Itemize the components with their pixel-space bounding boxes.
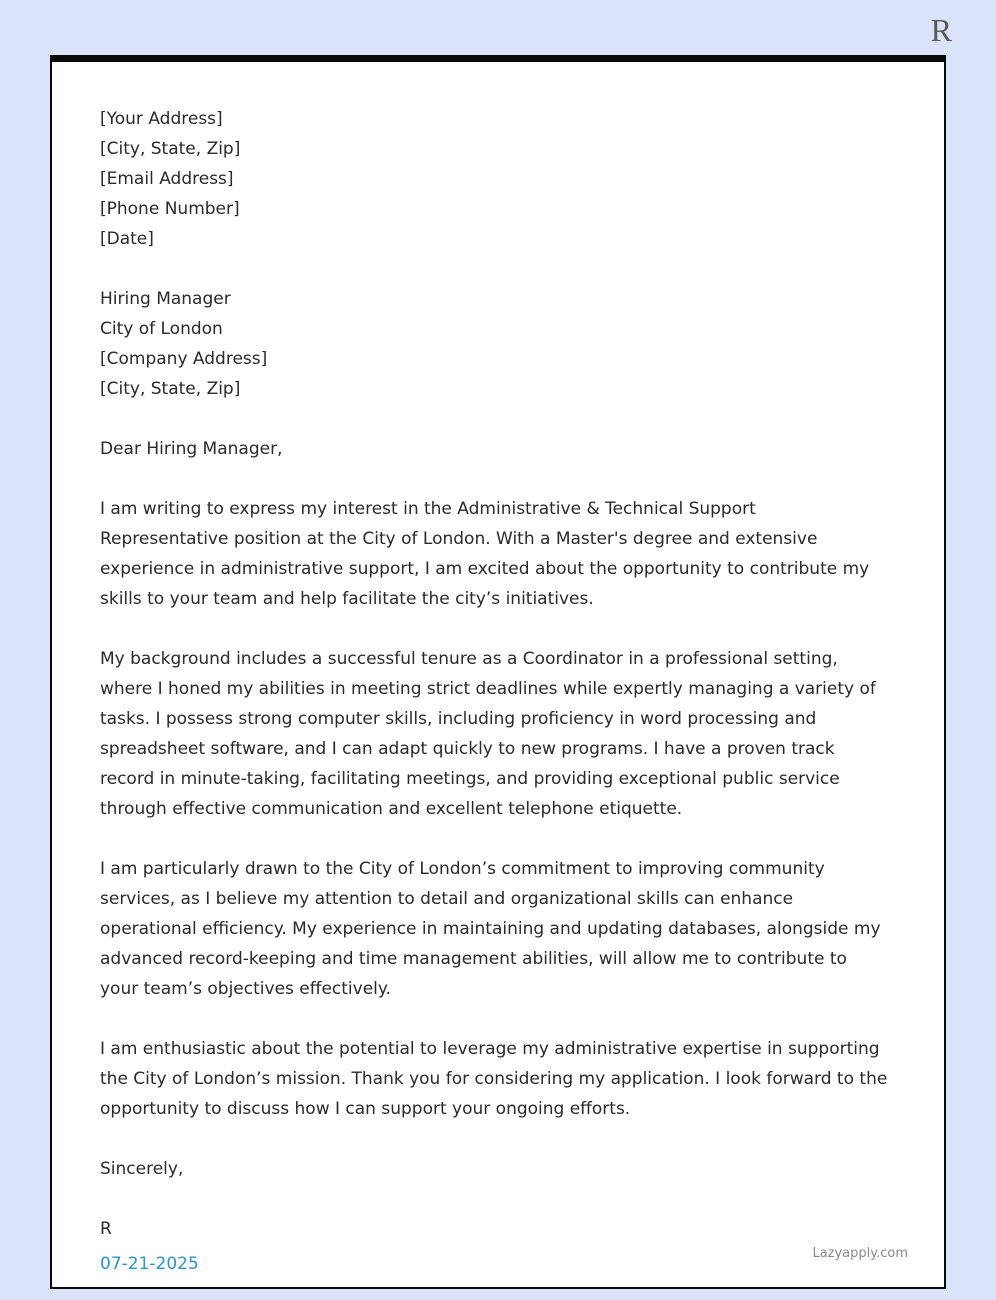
letter-content <box>52 62 944 1244</box>
recipient-address-line: [City, State, Zip] <box>100 379 241 399</box>
letter-paragraph: I am writing to express my interest in the Administrative & Technical Support Representative position at the City of London. With a Master's degree and extensive experience in administrative support, I am excited about the opportunity to contribute my skills to your team and help facilitate the city’s initiatives. <box>100 499 870 609</box>
recipient-address-line: Hiring Manager <box>100 289 231 309</box>
signature: R <box>100 1219 112 1239</box>
closing: Sincerely, <box>100 1159 184 1179</box>
letter-paragraph: I am particularly drawn to the City of London’s commitment to improving community services, as I believe my attention to detail and organizational skills can enhance operational efficiency. My experience in maintaining and updating databases, alongside my advanced record-keeping and time management abilities, will allow me to contribute to your team’s objectives effectively. <box>100 859 881 999</box>
letter-paragraph: My background includes a successful tenure as a Coordinator in a professional setting, where I honed my abilities in meeting strict deadlines while expertly managing a variety of tasks. I possess strong computer skills, including proficiency in word processing and spreadsheet software, and I can adapt quickly to new programs. I have a proven track record in minute-taking, facilitating meetings, and providing exceptional public service through effective communication and excellent telephone etiquette. <box>100 649 876 819</box>
recipient-address-line: [Company Address] <box>100 349 268 369</box>
sender-address-block <box>100 104 888 254</box>
sender-address-line: [Your Address] <box>100 109 223 129</box>
brand-logo: R <box>930 12 952 48</box>
watermark: Lazyapply.com <box>812 1246 908 1261</box>
salutation: Dear Hiring Manager, <box>100 439 283 459</box>
sender-address-line: [Email Address] <box>100 169 234 189</box>
sender-address-line: [Date] <box>100 229 154 249</box>
letter-page <box>50 55 946 1289</box>
sender-address-line: [City, State, Zip] <box>100 139 241 159</box>
recipient-address-line: City of London <box>100 319 223 339</box>
letter-paragraph: I am enthusiastic about the potential to leverage my administrative expertise in supporting the City of London’s mission. Thank you for considering my application. I look forward to the opportunity to discuss how I can support your ongoing efforts. <box>100 1039 888 1119</box>
sender-address-line: [Phone Number] <box>100 199 240 219</box>
recipient-address-block <box>100 284 888 404</box>
letter-date: 07-21-2025 <box>100 1254 199 1274</box>
